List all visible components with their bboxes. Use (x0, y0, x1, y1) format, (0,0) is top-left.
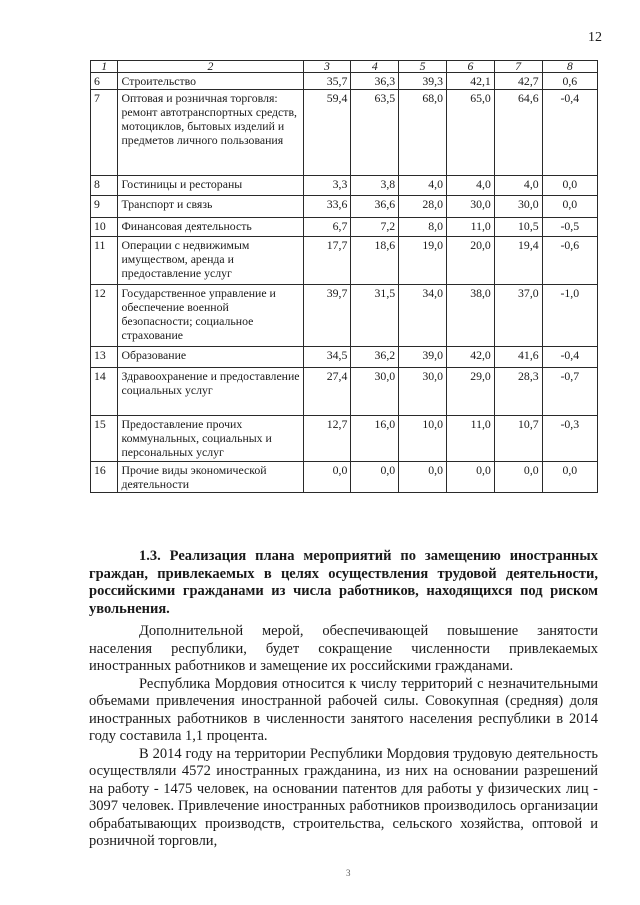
value-cell: 4,0 (399, 176, 447, 196)
row-number-cell: 15 (91, 416, 118, 462)
value-cell: -0,4 (542, 90, 597, 176)
value-cell: 35,7 (303, 73, 351, 90)
header-cell: 5 (399, 61, 447, 73)
row-number-cell: 9 (91, 196, 118, 218)
activity-name-cell: Финансовая деятельность (118, 218, 303, 237)
value-cell: 37,0 (494, 285, 542, 347)
value-cell: 11,0 (447, 218, 495, 237)
value-cell: 18,6 (351, 237, 399, 285)
value-cell: 33,6 (303, 196, 351, 218)
section-heading: 1.3. Реализация плана мероприятий по замещению иностранных граждан, привлекаемых в целях осуществления трудовой деятельности, российскими гражданами из числа работников, находящихся под риском увольнения. (89, 548, 598, 617)
header-cell: 6 (447, 61, 495, 73)
value-cell: 36,2 (351, 347, 399, 368)
value-cell: 41,6 (494, 347, 542, 368)
value-cell: -0,4 (542, 347, 597, 368)
value-cell: -0,6 (542, 237, 597, 285)
value-cell: -1,0 (542, 285, 597, 347)
value-cell: 3,8 (351, 176, 399, 196)
value-cell: 59,4 (303, 90, 351, 176)
value-cell: 30,0 (494, 196, 542, 218)
value-cell: -0,5 (542, 218, 597, 237)
value-cell: -0,7 (542, 368, 597, 416)
activity-name-cell: Предоставление прочих коммунальных, социальных и персональных услуг (118, 416, 303, 462)
value-cell: 30,0 (351, 368, 399, 416)
table-row (91, 218, 598, 237)
value-cell: 31,5 (351, 285, 399, 347)
header-cell: 4 (351, 61, 399, 73)
row-number-cell: 12 (91, 285, 118, 347)
activity-name-cell: Транспорт и связь (118, 196, 303, 218)
activity-name-cell: Здравоохранение и предоставление социальных услуг (118, 368, 303, 416)
value-cell: 8,0 (399, 218, 447, 237)
value-cell: 34,0 (399, 285, 447, 347)
value-cell: 0,0 (542, 196, 597, 218)
activity-name-cell: Оптовая и розничная торговля: ремонт автотранспортных средств, мотоциклов, бытовых изделий и предметов личного пользования (118, 90, 303, 176)
body-text (89, 623, 598, 851)
value-cell: 28,3 (494, 368, 542, 416)
header-cell: 7 (494, 61, 542, 73)
value-cell: 16,0 (351, 416, 399, 462)
paragraph: Дополнительной мерой, обеспечивающей повышение занятости населения республики, будет сокращение численности привлекаемых иностранных работников и замещение их российскими гражданами. (89, 623, 598, 674)
page-number: 12 (588, 30, 602, 45)
value-cell: 34,5 (303, 347, 351, 368)
value-cell: 39,0 (399, 347, 447, 368)
employment-table (90, 60, 598, 493)
value-cell: 4,0 (494, 176, 542, 196)
activity-name-cell: Образование (118, 347, 303, 368)
value-cell: 0,0 (351, 462, 399, 493)
value-cell: 39,3 (399, 73, 447, 90)
value-cell: 36,3 (351, 73, 399, 90)
value-cell: 63,5 (351, 90, 399, 176)
activity-name-cell: Строительство (118, 73, 303, 90)
activity-name-cell: Гостиницы и рестораны (118, 176, 303, 196)
value-cell: 0,0 (542, 176, 597, 196)
value-cell: -0,3 (542, 416, 597, 462)
footer-mark: 3 (346, 868, 351, 878)
value-cell: 30,0 (399, 368, 447, 416)
table-row (91, 347, 598, 368)
value-cell: 10,7 (494, 416, 542, 462)
value-cell: 28,0 (399, 196, 447, 218)
table-row (91, 73, 598, 90)
value-cell: 42,1 (447, 73, 495, 90)
activity-name-cell: Операции с недвижимым имуществом, аренда и предоставление услуг (118, 237, 303, 285)
table-body (91, 61, 598, 493)
table-row (91, 368, 598, 416)
table-header-row (91, 61, 598, 73)
row-number-cell: 8 (91, 176, 118, 196)
value-cell: 0,0 (399, 462, 447, 493)
value-cell: 0,0 (494, 462, 542, 493)
value-cell: 30,0 (447, 196, 495, 218)
value-cell: 0,0 (542, 462, 597, 493)
row-number-cell: 6 (91, 73, 118, 90)
row-number-cell: 7 (91, 90, 118, 176)
value-cell: 7,2 (351, 218, 399, 237)
value-cell: 42,0 (447, 347, 495, 368)
paragraph: В 2014 году на территории Республики Мордовия трудовую деятельность осуществляли 4572 иностранных гражданина, из них на основании разрешений на работу - 1475 человек, на основании патентов для работы у физических лиц - 3097 человек. Привлечение иностранных работников производилось организации обрабатывающих производств, строительства, сельского хозяйства, оптовой и розничной торговли, (89, 745, 598, 849)
value-cell: 12,7 (303, 416, 351, 462)
value-cell: 0,6 (542, 73, 597, 90)
table-row (91, 462, 598, 493)
value-cell: 17,7 (303, 237, 351, 285)
value-cell: 0,0 (303, 462, 351, 493)
value-cell: 6,7 (303, 218, 351, 237)
table-row (91, 176, 598, 196)
value-cell: 3,3 (303, 176, 351, 196)
activity-name-cell: Государственное управление и обеспечение военной безопасности; социальное страхование (118, 285, 303, 347)
table-row (91, 285, 598, 347)
header-cell: 2 (118, 61, 303, 73)
value-cell: 20,0 (447, 237, 495, 285)
value-cell: 68,0 (399, 90, 447, 176)
value-cell: 10,0 (399, 416, 447, 462)
value-cell: 11,0 (447, 416, 495, 462)
row-number-cell: 11 (91, 237, 118, 285)
table-row (91, 196, 598, 218)
value-cell: 4,0 (447, 176, 495, 196)
value-cell: 19,4 (494, 237, 542, 285)
value-cell: 42,7 (494, 73, 542, 90)
value-cell: 27,4 (303, 368, 351, 416)
header-cell: 3 (303, 61, 351, 73)
value-cell: 64,6 (494, 90, 542, 176)
row-number-cell: 14 (91, 368, 118, 416)
activity-name-cell: Прочие виды экономической деятельности (118, 462, 303, 493)
row-number-cell: 13 (91, 347, 118, 368)
header-cell: 8 (542, 61, 597, 73)
value-cell: 10,5 (494, 218, 542, 237)
value-cell: 19,0 (399, 237, 447, 285)
value-cell: 36,6 (351, 196, 399, 218)
value-cell: 38,0 (447, 285, 495, 347)
table-row (91, 237, 598, 285)
table-row (91, 416, 598, 462)
header-cell: 1 (91, 61, 118, 73)
table-row (91, 90, 598, 176)
value-cell: 0,0 (447, 462, 495, 493)
row-number-cell: 16 (91, 462, 118, 493)
value-cell: 29,0 (447, 368, 495, 416)
paragraph: Республика Мордовия относится к числу территорий с незначительными объемами привлечения иностранной рабочей силы. Совокупная (средняя) доля иностранных работников в численности занятого населения республики в 2014 году составила 1,1 процента. (89, 675, 598, 744)
value-cell: 39,7 (303, 285, 351, 347)
value-cell: 65,0 (447, 90, 495, 176)
row-number-cell: 10 (91, 218, 118, 237)
